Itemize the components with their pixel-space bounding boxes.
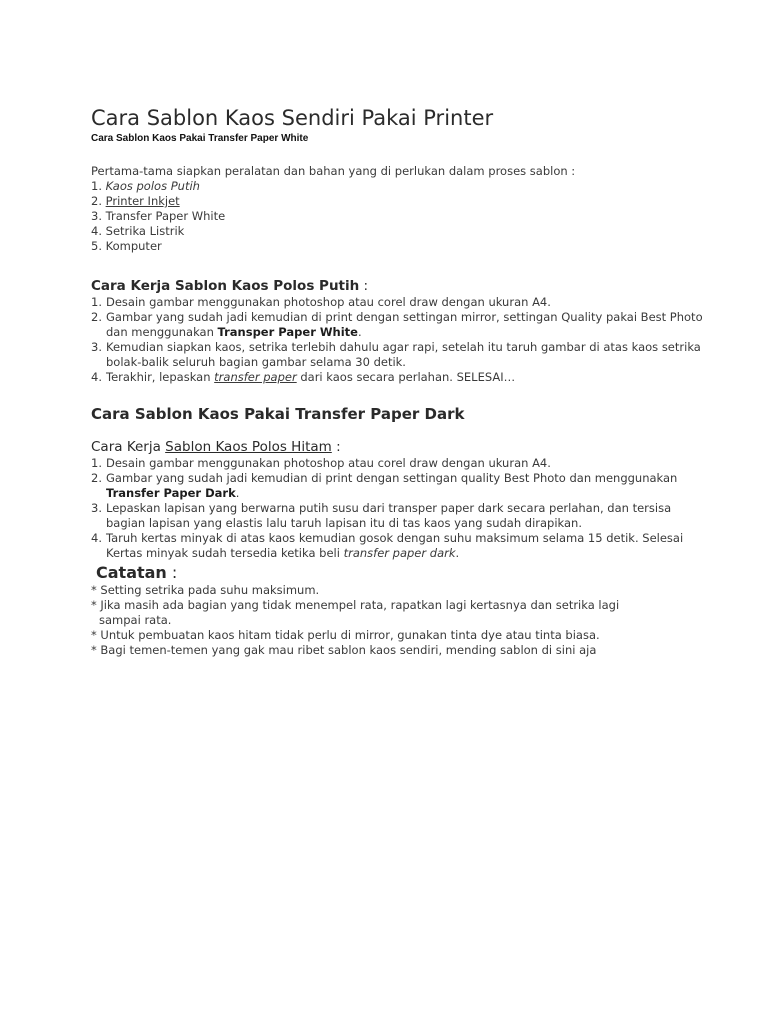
sablon-kaos-polos-hitam-link[interactable]: Sablon Kaos Polos Hitam [165,439,332,455]
list-item [91,501,711,531]
list-text-part: . [235,486,240,500]
list-number: 2. [91,471,102,485]
list-text-part: dari kaos secara perlahan. SELESAI… [296,370,516,384]
italic-text: transfer paper dark [343,546,456,560]
notes-heading [96,563,711,583]
list-text: Desain gambar menggunakan photoshop atau corel draw dengan ukuran A4. [106,295,551,309]
list-item [91,194,711,209]
list-text-part: . [357,325,362,339]
section1-heading-colon: : [359,278,369,294]
list-item [91,531,711,561]
list-item [91,628,711,643]
list-text: Transfer Paper White [105,209,226,223]
document-body [91,104,711,658]
bold-text: Transper Paper White [217,325,358,339]
list-text-part: Taruh kertas minyak di atas kaos kemudian gosok dengan suhu maksimum selama 15 detik. Selesai Kertas minyak sudah tersedia ketika beli [106,531,684,560]
list-text-part: Gambar yang sudah jadi kemudian di print dengan settingan quality Best Photo dan menggunakan [106,471,678,485]
tools-list [91,179,711,254]
list-number: 3. [91,501,102,515]
list-number: 2. [91,310,102,324]
list-item [91,295,711,310]
list-text: Kaos polos Putih [105,179,200,193]
list-item [91,583,711,598]
printer-inkjet-link[interactable]: Printer Inkjet [105,194,180,208]
list-item [91,239,711,254]
list-text: Lepaskan lapisan yang berwarna putih susu dari transper paper dark secara perlahan, dan tersisa bagian lapisan yang elastis lalu taruh lapisan itu di tas kaos yang sudah dirapikan. [106,501,672,530]
notes-heading-colon: : [166,563,178,582]
list-number: 5. [91,239,102,253]
list-text-part: Terakhir, lepaskan [106,370,215,384]
list-number: 4. [91,531,102,545]
list-text [106,370,711,385]
section1-steps [91,295,711,385]
note-text: * Jika masih ada bagian yang tidak menempel rata, rapatkan lagi kertasnya dan setrika lagi [91,598,620,612]
note-text-continued: sampai rata. [99,613,172,627]
list-item [91,471,711,501]
list-text-part: Gambar yang sudah jadi kemudian di print dengan settingan mirror, settingan Quality pakai Best Photo dan menggunakan [106,310,703,339]
list-text [106,531,711,561]
list-text [106,310,711,340]
notes-heading-label: Catatan [96,563,167,582]
bold-text: Transfer Paper Dark [106,486,236,500]
notes-list [91,583,711,658]
list-number: 3. [91,340,102,354]
subheading-prefix: Cara Kerja [91,439,166,455]
list-text: Komputer [105,239,162,253]
note-text: * Bagi temen-temen yang gak mau ribet sablon kaos sendiri, mending sablon di sini aja [91,643,597,657]
list-item [91,179,711,194]
list-text: Setrika Listrik [105,224,185,238]
list-item [91,643,711,658]
section2-subheading [91,438,711,456]
list-item [91,310,711,340]
list-number: 2. [91,194,102,208]
note-text: * Setting setrika pada suhu maksimum. [91,583,320,597]
transfer-paper-link[interactable]: transfer paper [214,370,297,384]
list-number: 3. [91,209,102,223]
list-item [91,209,711,224]
list-item [91,370,711,385]
list-number: 1. [91,179,102,193]
list-item [91,456,711,471]
list-text [106,471,711,501]
section2-steps [91,456,711,561]
list-number: 1. [91,456,102,470]
list-number: 4. [91,370,102,384]
list-number: 4. [91,224,102,238]
note-text: * Untuk pembuatan kaos hitam tidak perlu di mirror, gunakan tinta dye atau tinta biasa. [91,628,600,642]
page-subtitle: Cara Sablon Kaos Pakai Transfer Paper White [91,133,309,144]
section2-heading: Cara Sablon Kaos Pakai Transfer Paper Dark [91,405,465,423]
section1-heading [91,277,711,295]
subheading-suffix: : [331,439,341,455]
list-item [91,340,711,370]
list-number: 1. [91,295,102,309]
intro-text: Pertama-tama siapkan peralatan dan bahan yang di perlukan dalam proses sablon : [91,164,576,178]
section1-heading-text: Cara Kerja Sablon Kaos Polos Putih [91,278,360,294]
list-text: Desain gambar menggunakan photoshop atau corel draw dengan ukuran A4. [106,456,551,470]
list-item [91,224,711,239]
page-title: Cara Sablon Kaos Sendiri Pakai Printer [91,106,494,130]
list-text-part: . [455,546,460,560]
list-item [91,598,711,628]
list-text: Kemudian siapkan kaos, setrika terlebih dahulu agar rapi, setelah itu taruh gambar di atas kaos setrika bolak-balik seluruh bagian gambar selama 30 detik. [106,340,701,369]
